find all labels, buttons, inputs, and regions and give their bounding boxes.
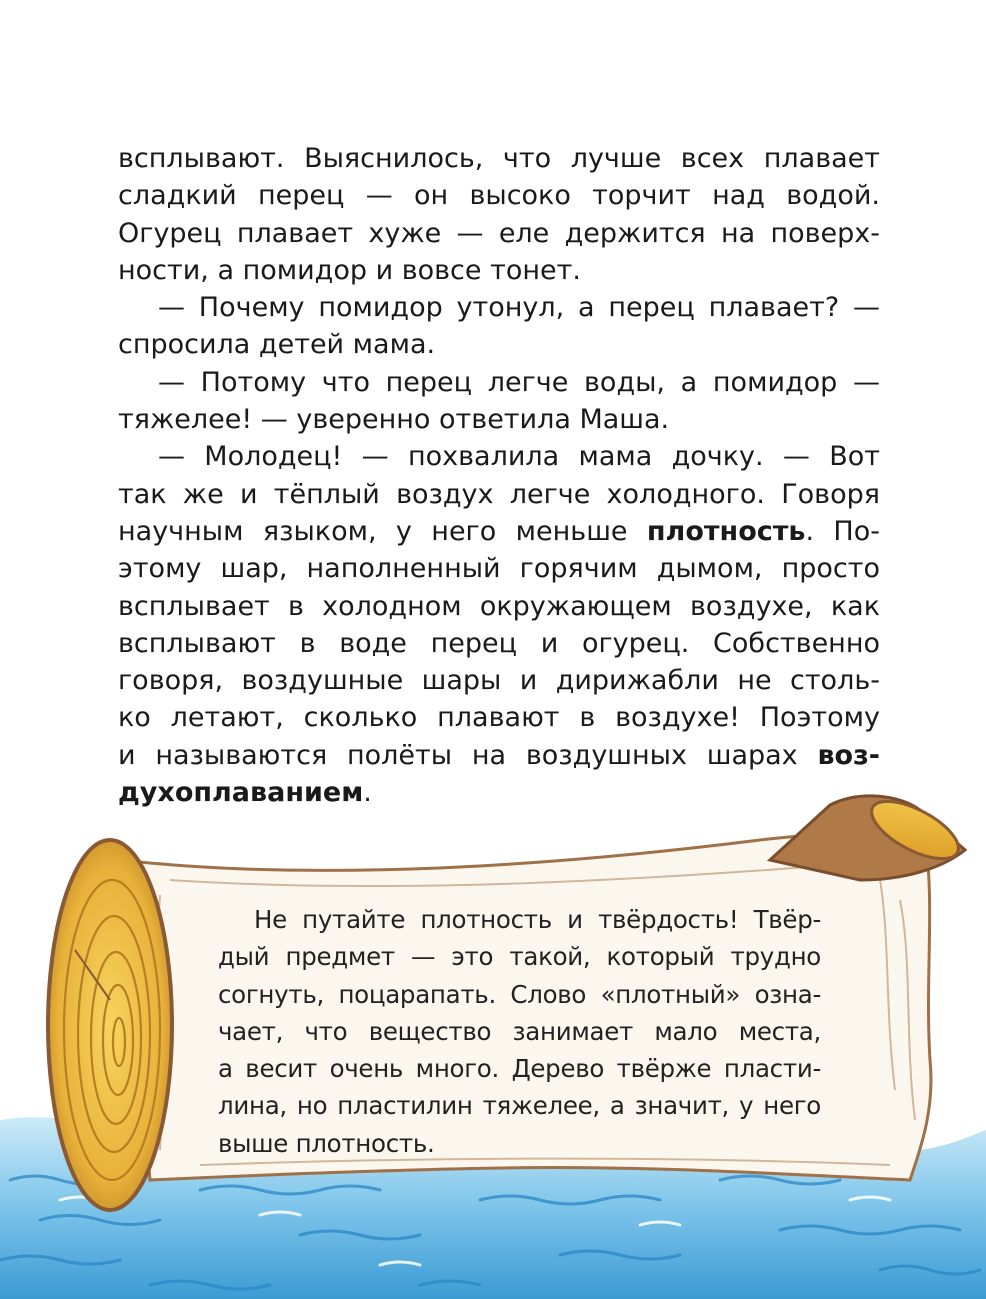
text-line: Огурец плавает хуже — еле держится на поверх- [118, 217, 880, 249]
term-aeronautics-end: духоплаванием [118, 777, 364, 809]
note-line: лина, но пластилин тяжелее, а значит, у него [218, 1091, 821, 1121]
note-box-text [218, 901, 821, 1162]
text-line: всплывают в воде перец и огурец. Собственно [118, 627, 880, 659]
term-aeronautics: воз- [817, 739, 880, 771]
text-line: этому шар, наполненный горячим дымом, просто [118, 553, 880, 585]
text-line: всплывает в холодном окружающем воздухе, как [118, 590, 880, 622]
note-line: дый предмет — это такой, который трудно [218, 942, 821, 972]
text-line: — Молодец! — похвалила мама дочку. — Вот [158, 441, 880, 473]
text-line: всплывают. Выяснилось, что лучше всех плавает [118, 143, 880, 174]
text-segment: научным языком, у него меньше [118, 515, 647, 547]
text-line: ности, а помидор и вовсе тонет. [118, 254, 581, 286]
text-line [118, 513, 880, 550]
text-line: говоря, воздушные шары и дирижабли не столь- [118, 665, 880, 697]
log-end-cross-section [48, 840, 172, 1210]
term-density: плотность [646, 515, 806, 547]
text-line [118, 737, 880, 774]
note-line: согнуть, поцарапать. Слово «плотный» озна- [218, 979, 821, 1009]
text-line: — Почему помидор утонул, а перец плавает? — [158, 292, 880, 324]
text-line: так же и тёплый воздух легче холодного. Говоря [118, 478, 880, 510]
text-segment: и называются полёты на воздушных шарах [118, 739, 818, 771]
text-line [118, 774, 880, 811]
text-line: сладкий перец — он высоко торчит над водой. [118, 180, 880, 212]
text-segment: . [363, 777, 372, 809]
main-text [118, 140, 880, 811]
text-segment: . По- [805, 515, 881, 547]
text-line: — Потому что перец легче воды, а помидор — [158, 366, 880, 398]
note-line: Не путайте плотность и твёрдость! Твёр- [254, 905, 821, 934]
note-line: а весит очень много. Дерево твёрже пласти- [218, 1054, 821, 1084]
text-line: тяжелее! — уверенно ответила Маша. [118, 404, 670, 436]
text-line: спросила детей мама. [118, 329, 436, 361]
note-line: выше плотность. [218, 1128, 435, 1158]
text-line: ко летают, сколько плавают в воздухе! Поэтому [118, 702, 880, 734]
note-line: чает, что вещество занимает мало места, [218, 1016, 821, 1046]
